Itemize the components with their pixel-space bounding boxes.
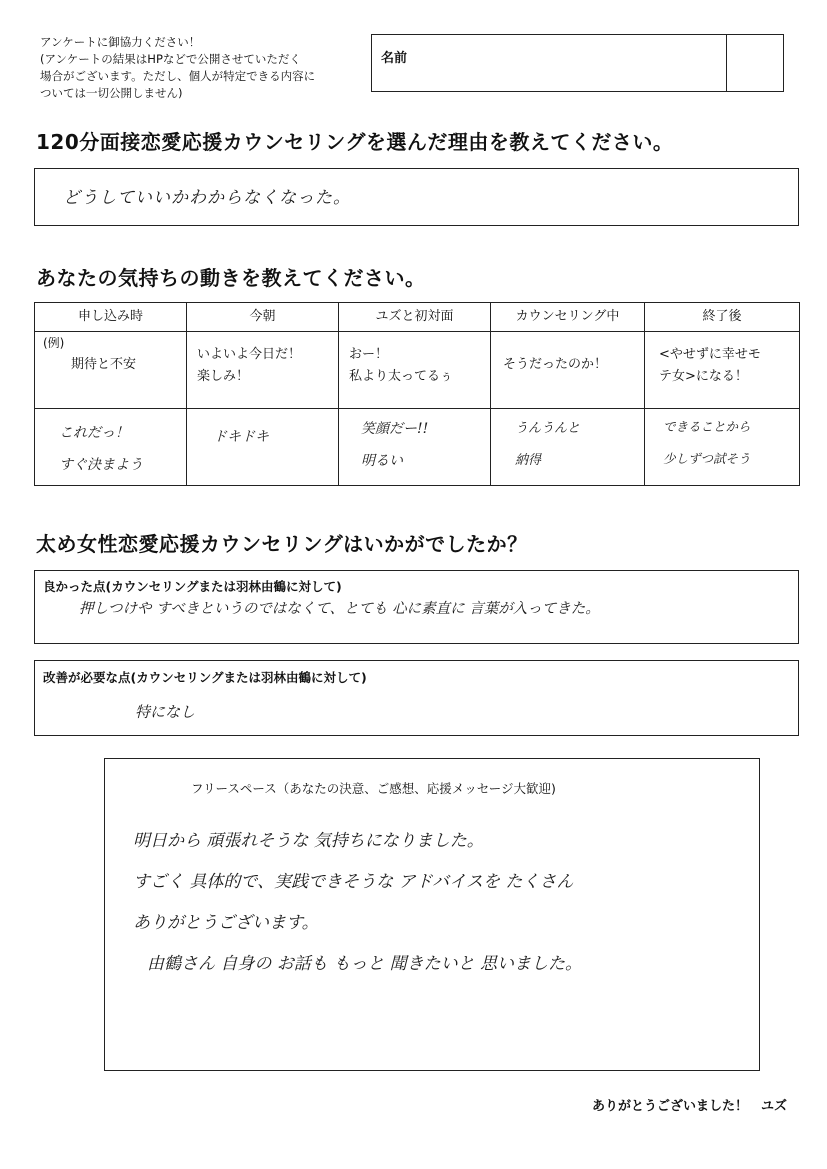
improvement-box[interactable] <box>34 660 799 736</box>
notice-line-4: ついては一切公開しません) <box>40 86 183 100</box>
q1-answer-box[interactable] <box>34 168 799 226</box>
answer-cell-4[interactable] <box>491 409 645 486</box>
free-space-box[interactable] <box>104 758 760 1071</box>
free-space-label: フリースペース（あなたの決意、ご感想、応援メッセージ大歓迎) <box>191 781 556 796</box>
answer-text-3: 笑顔だー!! 明るい <box>361 421 429 469</box>
q1-title: 120分面接恋愛応援カウンセリングを選んだ理由を教えてください。 <box>36 130 674 154</box>
name-field[interactable] <box>371 34 784 92</box>
header-first-meeting: ユズと初対面 <box>339 303 491 332</box>
answer-text-4: うんうんと 納得 <box>515 421 581 468</box>
header-this-morning: 今朝 <box>187 303 339 332</box>
example-text-5: <やせずに幸せモ テ女>になる！ <box>659 347 761 384</box>
free-space-answer <box>133 821 582 985</box>
free-space-line-1: 明日から 頑張れそうな 気持ちになりました。 <box>133 831 484 851</box>
name-label: 名前 <box>381 51 408 66</box>
answer-text-5: できることから 少しずつ試そう <box>663 419 751 466</box>
header-application: 申し込み時 <box>35 303 187 332</box>
example-cell-5 <box>645 332 800 409</box>
improvement-label: 改善が必要な点(カウンセリングまたは羽林由鶴に対して) <box>43 670 367 685</box>
example-cell-1 <box>35 332 187 409</box>
header-during-counseling: カウンセリング中 <box>491 303 645 332</box>
q3-title: 太め女性恋愛応援カウンセリングはいかがでしたか？ <box>36 532 528 556</box>
example-label: (例) <box>43 336 65 350</box>
free-space-line-2: すごく 具体的で、実践できそうな アドバイスを たくさん <box>133 872 574 892</box>
header-after: 終了後 <box>645 303 800 332</box>
name-field-divider <box>726 35 727 91</box>
answer-text-1: これだっ！ すぐ決まよう <box>59 425 143 473</box>
feelings-answer-row <box>35 409 800 486</box>
notice-line-1: アンケートに御協力ください！ <box>40 35 201 49</box>
notice-line-2: (アンケートの結果はHPなどで公開させていただく <box>40 52 301 66</box>
example-text-4: そうだったのか！ <box>503 357 608 372</box>
example-cell-3 <box>339 332 491 409</box>
footer-thanks: ありがとうございました！ ユズ <box>591 1099 787 1114</box>
answer-cell-2[interactable] <box>187 409 339 486</box>
free-space-line-4: 由鶴さん 自身の お話も もっと 聞きたいと 思いました。 <box>147 954 583 974</box>
answer-cell-3[interactable] <box>339 409 491 486</box>
q1-answer: どうしていいかわからなくなった。 <box>63 188 351 208</box>
good-points-label: 良かった点(カウンセリングまたは羽林由鶴に対して) <box>43 579 342 594</box>
survey-notice <box>40 34 370 102</box>
example-cell-4 <box>491 332 645 409</box>
answer-cell-5[interactable] <box>645 409 800 486</box>
feelings-example-row <box>35 332 800 409</box>
improvement-answer: 特になし <box>135 703 196 721</box>
example-text-3: おー！ 私より太ってるぅ <box>349 347 454 384</box>
example-text-1: 期待と不安 <box>71 357 137 372</box>
feelings-header-row <box>35 303 800 332</box>
notice-line-3: 場合がございます。ただし、個人が特定できる内容に <box>40 69 316 83</box>
good-points-box[interactable] <box>34 570 799 644</box>
example-cell-2 <box>187 332 339 409</box>
answer-cell-1[interactable] <box>35 409 187 486</box>
free-space-line-3: ありがとうございます。 <box>133 913 319 933</box>
q2-title: あなたの気持ちの動きを教えてください。 <box>36 266 426 290</box>
answer-text-2: ドキドキ <box>213 429 269 445</box>
feelings-table <box>34 302 800 486</box>
good-points-answer: 押しつけや すべきというのではなくて、とても 心に素直に 言葉が入ってきた。 <box>79 601 600 617</box>
example-text-2: いよいよ今日だ！ 楽しみ！ <box>197 347 302 384</box>
